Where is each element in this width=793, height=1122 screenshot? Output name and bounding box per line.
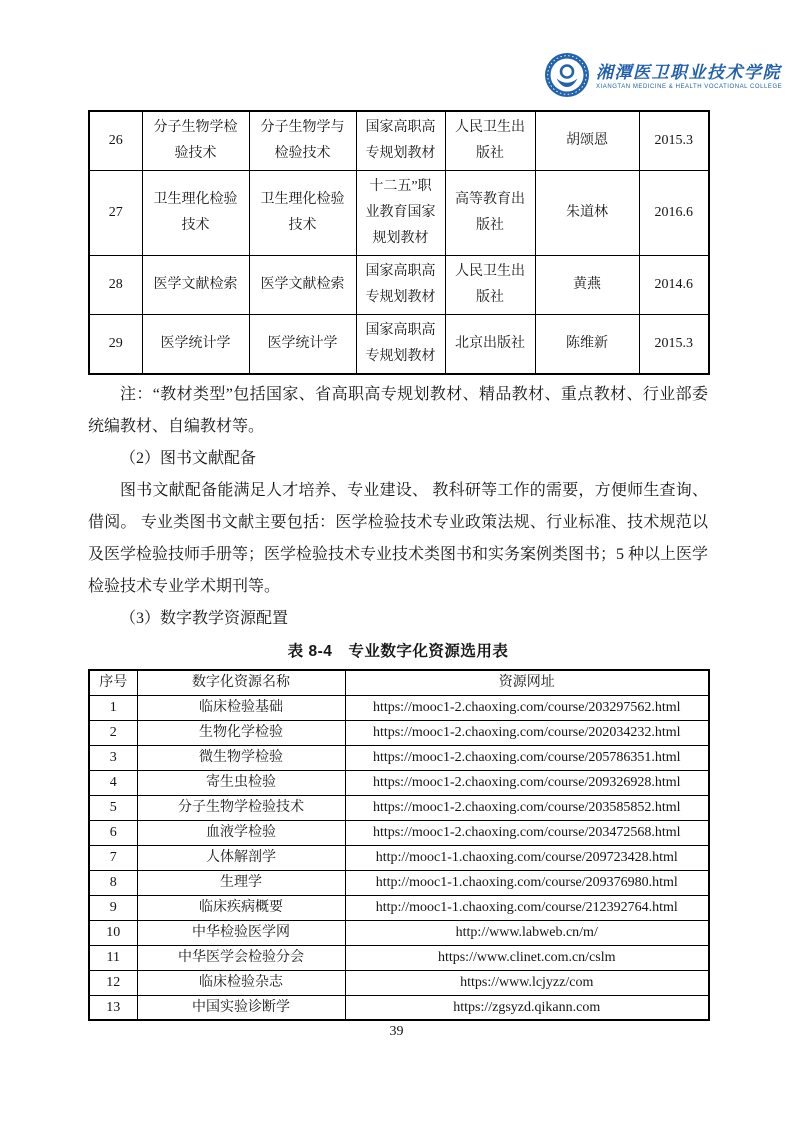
resource-cell-no: 11 (89, 945, 137, 970)
textbook-cell-textbook: 医学统计学 (249, 315, 356, 375)
resource-cell-url: https://mooc1-2.chaoxing.com/course/203297562.html (345, 695, 709, 720)
textbook-cell-author: 黄燕 (535, 256, 639, 315)
textbook-table-row (89, 171, 709, 256)
resource-table-row (89, 995, 709, 1020)
textbook-cell-no: 27 (89, 171, 142, 256)
textbook-cell-course: 医学统计学 (142, 315, 249, 375)
section-heading-books: （2）图书文献配备 (120, 450, 257, 467)
resource-cell-name: 生理学 (137, 870, 345, 895)
textbook-table (88, 110, 710, 375)
textbook-cell-type: 十二五”职业教育国家规划教材 (356, 171, 445, 256)
resource-cell-no: 5 (89, 795, 137, 820)
resource-table-row (89, 945, 709, 970)
resource-cell-no: 6 (89, 820, 137, 845)
resource-cell-name: 微生物学检验 (137, 745, 345, 770)
resource-table-row (89, 920, 709, 945)
resource-table-title: 表 8-4 专业数字化资源选用表 (287, 643, 509, 660)
resource-cell-url: https://mooc1-2.chaoxing.com/course/203585852.html (345, 795, 709, 820)
textbook-table-row (89, 315, 709, 375)
resource-cell-no: 8 (89, 870, 137, 895)
textbook-cell-type: 国家高职高专规划教材 (356, 315, 445, 375)
college-logo (544, 52, 782, 103)
college-logo-text (596, 64, 782, 90)
textbook-cell-textbook: 分子生物学与检验技术 (249, 111, 356, 171)
resource-cell-name: 人体解剖学 (137, 845, 345, 870)
resource-cell-no: 4 (89, 770, 137, 795)
resource-cell-url: https://www.lcjyzz/com (345, 970, 709, 995)
textbook-cell-no: 28 (89, 256, 142, 315)
textbook-cell-date: 2015.3 (639, 111, 709, 171)
textbook-cell-author: 陈维新 (535, 315, 639, 375)
college-name-en: XIANGTAN MEDICINE & HEALTH VOCATIONAL COLLEGE (596, 84, 783, 91)
textbook-cell-course: 卫生理化检验技术 (142, 171, 249, 256)
table-note: 注：“教材类型”包括国家、省高职高专规划教材、精品教材、重点教材、行业部委统编教材、自编教材等。 (88, 386, 708, 435)
resource-cell-name: 中华检验医学网 (137, 920, 345, 945)
textbook-cell-publisher: 高等教育出版社 (445, 171, 535, 256)
resource-cell-name: 临床检验杂志 (137, 970, 345, 995)
resource-cell-no: 9 (89, 895, 137, 920)
resource-column-header: 数字化资源名称 (137, 670, 345, 695)
section-heading-digital: （3）数字教学资源配置 (120, 610, 289, 627)
resource-cell-no: 10 (89, 920, 137, 945)
section-body-books: 图书文献配备能满足人才培养、专业建设、 教科研等工作的需要，方便师生查询、借阅。 专业类图书文献主要包括：医学检验技术专业政策法规、行业标准、技术规范以及医学检验技师手册等；医学检验技术专业技术类图书和实务案例类图书；5 种以上医学检验技术专业学术期刊等。 (88, 482, 709, 595)
textbook-cell-textbook: 医学文献检索 (249, 256, 356, 315)
resource-table-row (89, 970, 709, 995)
page-number: 39 (389, 1024, 404, 1039)
resource-column-header: 资源网址 (345, 670, 709, 695)
page-content (88, 110, 708, 1021)
resource-cell-name: 血液学检验 (137, 820, 345, 845)
resource-cell-url: http://mooc1-1.chaoxing.com/course/209723428.html (345, 845, 709, 870)
textbook-cell-date: 2014.6 (639, 256, 709, 315)
resource-cell-no: 13 (89, 995, 137, 1020)
resource-cell-url: https://www.clinet.com.cn/cslm (345, 945, 709, 970)
resource-cell-url: https://zgsyzd.qikann.com (345, 995, 709, 1020)
resource-table-row (89, 695, 709, 720)
resource-cell-no: 3 (89, 745, 137, 770)
textbook-cell-textbook: 卫生理化检验技术 (249, 171, 356, 256)
textbook-cell-date: 2015.3 (639, 315, 709, 375)
resource-cell-name: 生物化学检验 (137, 720, 345, 745)
textbook-table-row (89, 111, 709, 171)
textbook-cell-course: 分子生物学检验技术 (142, 111, 249, 171)
textbook-cell-no: 29 (89, 315, 142, 375)
resource-cell-name: 临床检验基础 (137, 695, 345, 720)
resource-table-row (89, 720, 709, 745)
resource-table (88, 669, 710, 1021)
textbook-cell-course: 医学文献检索 (142, 256, 249, 315)
textbook-cell-publisher: 人民卫生出版社 (445, 256, 535, 315)
resource-cell-url: http://mooc1-1.chaoxing.com/course/212392764.html (345, 895, 709, 920)
textbook-cell-type: 国家高职高专规划教材 (356, 111, 445, 171)
resource-table-row (89, 820, 709, 845)
textbook-cell-no: 26 (89, 111, 142, 171)
resource-table-row (89, 870, 709, 895)
resource-table-row (89, 795, 709, 820)
resource-table-row (89, 845, 709, 870)
textbook-cell-author: 朱道林 (535, 171, 639, 256)
resource-cell-name: 寄生虫检验 (137, 770, 345, 795)
resource-cell-name: 临床疾病概要 (137, 895, 345, 920)
textbook-cell-publisher: 人民卫生出版社 (445, 111, 535, 171)
textbook-table-row (89, 256, 709, 315)
resource-table-row (89, 895, 709, 920)
resource-table-row (89, 770, 709, 795)
college-emblem-icon (544, 52, 590, 103)
textbook-cell-date: 2016.6 (639, 171, 709, 256)
resource-table-row (89, 745, 709, 770)
resource-cell-name: 中华医学会检验分会 (137, 945, 345, 970)
resource-cell-url: https://mooc1-2.chaoxing.com/course/202034232.html (345, 720, 709, 745)
resource-cell-name: 中国实验诊断学 (137, 995, 345, 1020)
resource-cell-url: https://mooc1-2.chaoxing.com/course/203472568.html (345, 820, 709, 845)
resource-cell-url: https://mooc1-2.chaoxing.com/course/209326928.html (345, 770, 709, 795)
textbook-cell-publisher: 北京出版社 (445, 315, 535, 375)
resource-cell-url: https://mooc1-2.chaoxing.com/course/205786351.html (345, 745, 709, 770)
college-name-zh: 湘潭医卫职业技术学院 (596, 63, 781, 84)
resource-column-header: 序号 (89, 670, 137, 695)
resource-cell-no: 1 (89, 695, 137, 720)
resource-cell-no: 2 (89, 720, 137, 745)
resource-cell-url: http://mooc1-1.chaoxing.com/course/209376980.html (345, 870, 709, 895)
textbook-cell-type: 国家高职高专规划教材 (356, 256, 445, 315)
resource-cell-url: http://www.labweb.cn/m/ (345, 920, 709, 945)
resource-cell-name: 分子生物学检验技术 (137, 795, 345, 820)
textbook-cell-author: 胡颂恩 (535, 111, 639, 171)
resource-cell-no: 7 (89, 845, 137, 870)
resource-cell-no: 12 (89, 970, 137, 995)
resource-table-header-row (89, 670, 709, 695)
